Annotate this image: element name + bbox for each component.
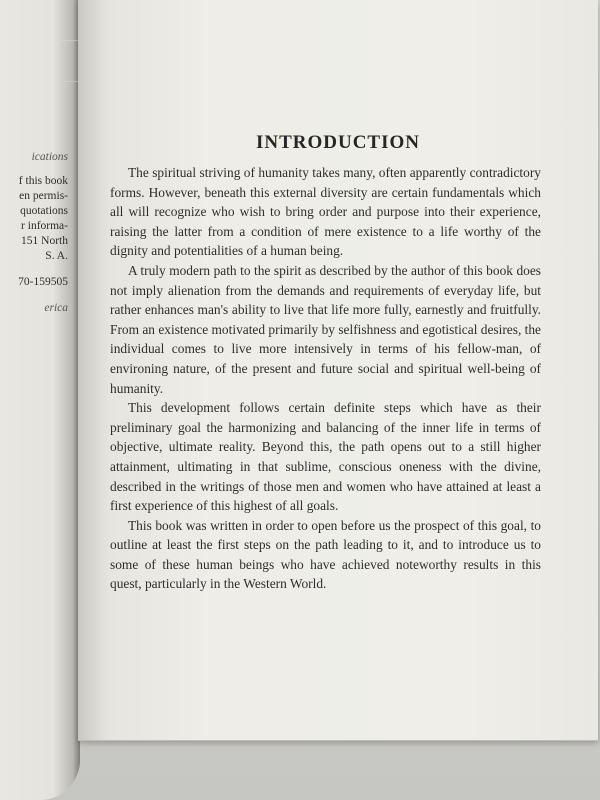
page-title: INTRODUCTION xyxy=(255,132,421,153)
left-page-line: ications xyxy=(31,151,68,163)
left-facing-page xyxy=(0,0,80,800)
paragraph: The spiritual striving of humanity takes many, often apparently contradictory forms. However, beneath this external diversity are certain fundamentals which all will recognize who wish to bring order and purpose into their experience, raising the latter from a condition of mere existence to a life worthy of the dignity and potentialities of a human being. xyxy=(110,165,541,259)
left-page-line: quotations xyxy=(20,205,68,217)
left-page-line: en permis- xyxy=(19,190,68,202)
left-page-line: S. A. xyxy=(45,250,68,262)
page-edge-mark xyxy=(59,40,80,82)
left-page-line: erica xyxy=(44,302,68,314)
left-page-line: 151 North xyxy=(21,235,68,247)
body-text xyxy=(110,163,541,594)
left-page-line: 70-159505 xyxy=(18,276,68,288)
paragraph: This book was written in order to open before us the prospect of this goal, to outline at least the first steps on the path leading to it, and to introduce us to some of these human beings who have achieved noteworthy results in this quest, particularly in the Western World. xyxy=(110,517,541,592)
left-page-line: r informa- xyxy=(21,220,68,232)
left-page-line: f this book xyxy=(18,175,68,187)
book-page xyxy=(78,0,598,741)
paragraph: This development follows certain definite steps which have as their preliminary goal the harmonizing and balancing of the inner life in terms of objective, ultimate reality. Beyond this, the path opens out to a still higher attainment, ultimating in that sublime, conscious oneness with the divine, described in the writings of those men and women who have attained at least a first experience of this highest of all goals. xyxy=(110,400,541,514)
paragraph: A truly modern path to the spirit as described by the author of this book does not imply alienation from the demands and requirements of everyday life, but rather enhances man's ability to live that life more fully, earnestly and fruitfully. From an existence motivated primarily by selfishness and egotistical desires, the individual comes to live more intensively in terms of his fellow-man, of environing nature, of the present and future social and spiritual well-being of humanity. xyxy=(110,262,541,396)
